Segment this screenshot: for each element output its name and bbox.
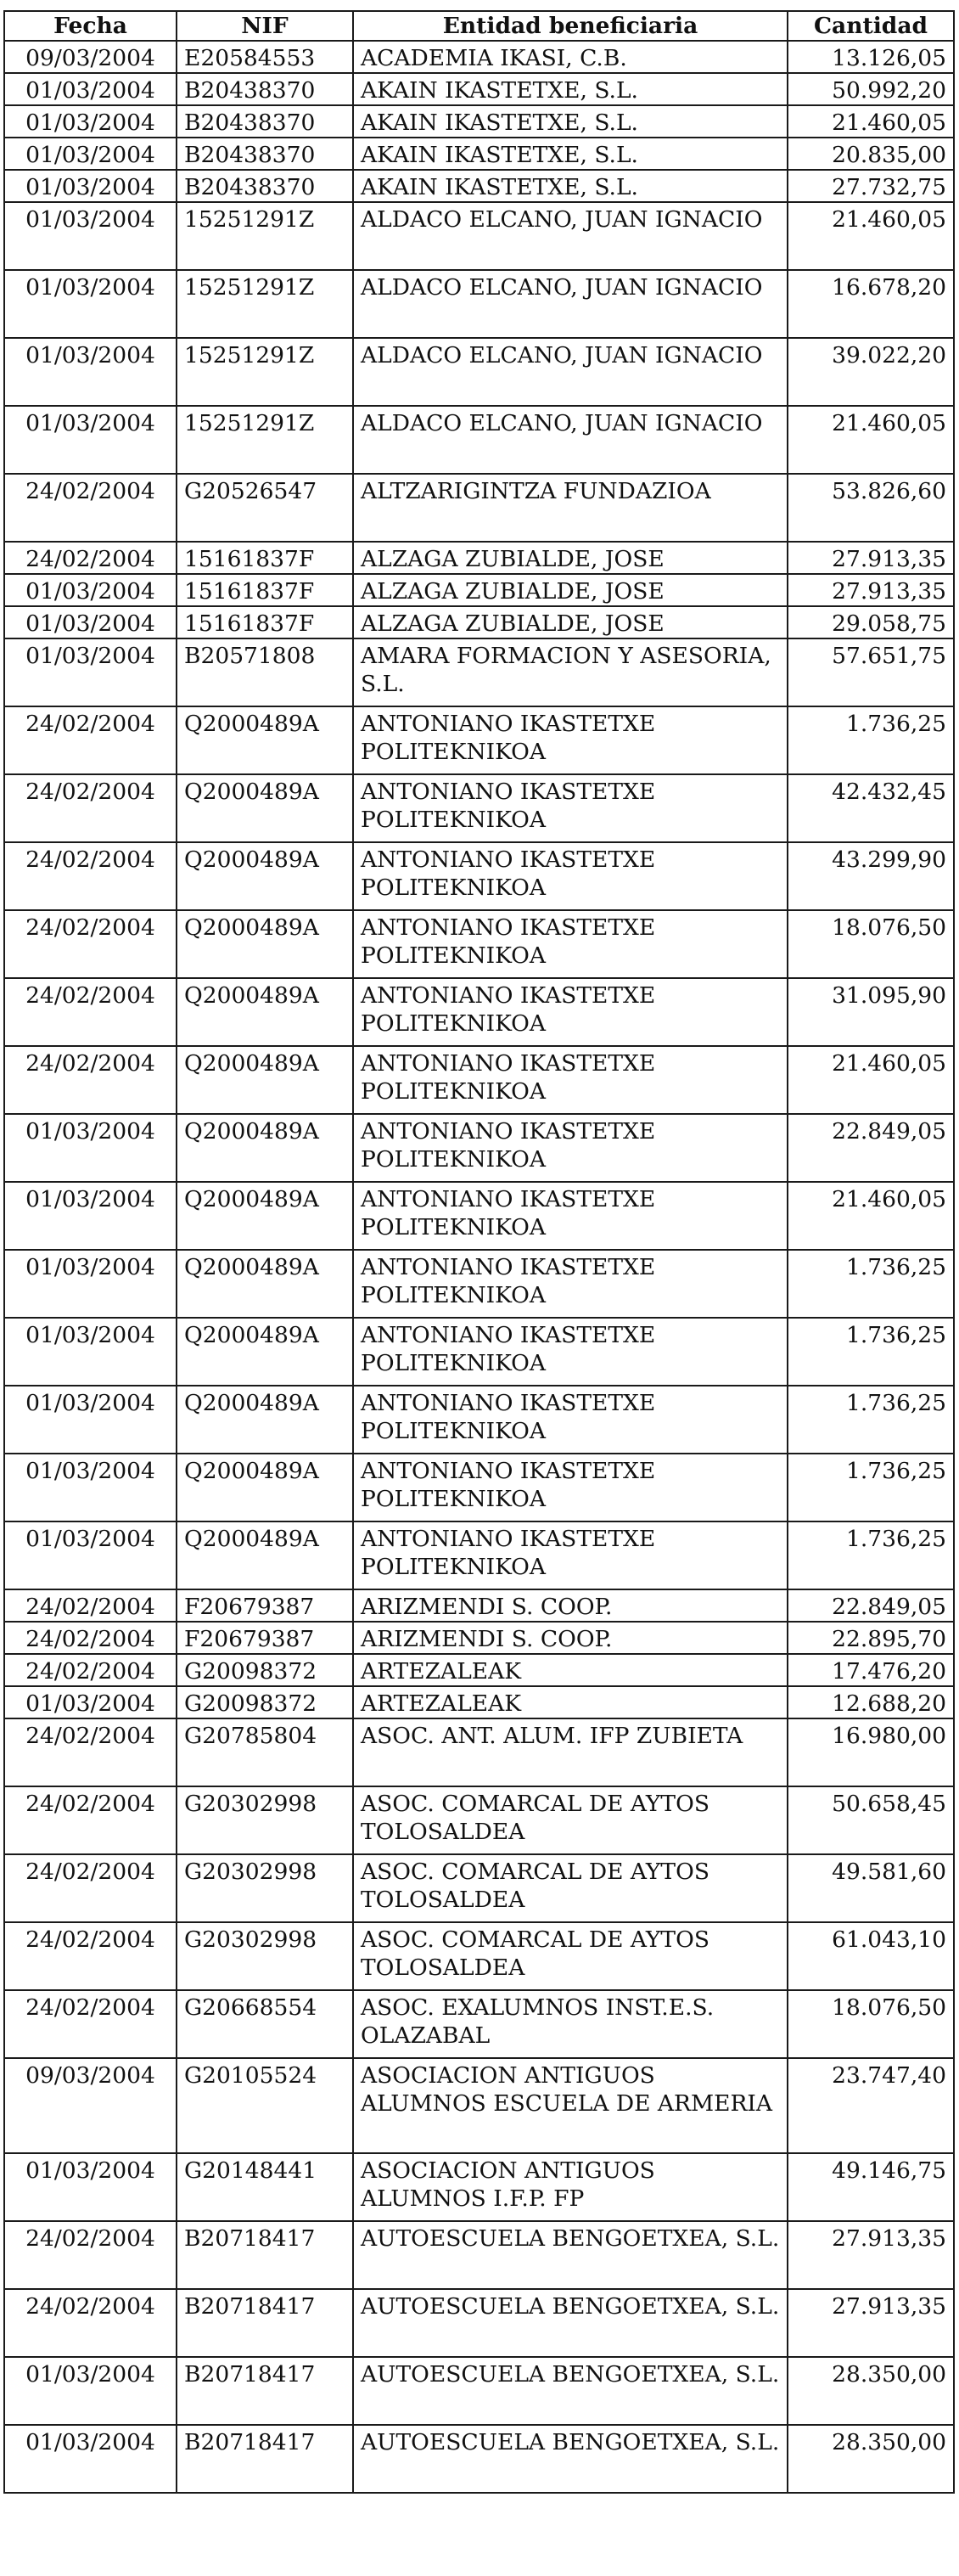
cell-nif: 15251291Z [177,270,353,338]
cell-fecha: 24/02/2004 [4,474,177,542]
cell-nif: G20302998 [177,1786,353,1854]
cell-fecha: 24/02/2004 [4,2221,177,2289]
table-row [4,2153,954,2221]
cell-fecha: 24/02/2004 [4,978,177,1046]
cell-cantidad: 21.460,05 [788,105,954,138]
cell-entidad: ALDACO ELCANO, JUAN IGNACIO [353,338,788,406]
cell-nif: Q2000489A [177,842,353,910]
cell-cantidad: 31.095,90 [788,978,954,1046]
cell-entidad: ALTZARIGINTZA FUNDAZIOA [353,474,788,542]
cell-nif: G20302998 [177,1922,353,1990]
table-row [4,1454,954,1521]
cell-cantidad: 29.058,75 [788,606,954,638]
table-row [4,2058,954,2153]
cell-entidad: ASOC. COMARCAL DE AYTOS TOLOSALDEA [353,1854,788,1922]
cell-cantidad: 50.992,20 [788,73,954,105]
cell-fecha: 24/02/2004 [4,1622,177,1654]
cell-entidad: ARIZMENDI S. COOP. [353,1589,788,1622]
cell-nif: Q2000489A [177,1386,353,1454]
cell-cantidad: 16.678,20 [788,270,954,338]
cell-nif: B20438370 [177,138,353,170]
document-page [3,10,953,2494]
cell-entidad: ALZAGA ZUBIALDE, JOSE [353,542,788,574]
cell-entidad: ARIZMENDI S. COOP. [353,1622,788,1654]
cell-entidad: ALDACO ELCANO, JUAN IGNACIO [353,270,788,338]
cell-nif: Q2000489A [177,1114,353,1182]
table-row [4,474,954,542]
cell-cantidad: 53.826,60 [788,474,954,542]
cell-nif: Q2000489A [177,1454,353,1521]
cell-fecha: 24/02/2004 [4,842,177,910]
cell-nif: 15251291Z [177,338,353,406]
cell-fecha: 01/03/2004 [4,2357,177,2425]
cell-fecha: 24/02/2004 [4,774,177,842]
cell-entidad: ANTONIANO IKASTETXE POLITEKNIKOA [353,774,788,842]
table-row [4,1250,954,1318]
cell-nif: G20148441 [177,2153,353,2221]
table-row [4,270,954,338]
cell-cantidad: 28.350,00 [788,2425,954,2493]
cell-fecha: 24/02/2004 [4,706,177,774]
cell-fecha: 01/03/2004 [4,1250,177,1318]
cell-entidad: AKAIN IKASTETXE, S.L. [353,73,788,105]
table-row [4,1922,954,1990]
table-row [4,542,954,574]
table-row [4,606,954,638]
header-nif: NIF [177,11,353,41]
cell-cantidad: 27.913,35 [788,2289,954,2357]
cell-nif: Q2000489A [177,910,353,978]
cell-fecha: 24/02/2004 [4,910,177,978]
table-row [4,2425,954,2493]
table-row [4,1046,954,1114]
cell-entidad: AUTOESCUELA BENGOETXEA, S.L. [353,2425,788,2493]
cell-fecha: 01/03/2004 [4,338,177,406]
cell-nif: G20105524 [177,2058,353,2153]
cell-entidad: ASOC. ANT. ALUM. IFP ZUBIETA [353,1718,788,1786]
cell-nif: 15251291Z [177,406,353,474]
cell-nif: F20679387 [177,1589,353,1622]
cell-fecha: 01/03/2004 [4,606,177,638]
cell-entidad: ANTONIANO IKASTETXE POLITEKNIKOA [353,1250,788,1318]
cell-fecha: 24/02/2004 [4,1654,177,1686]
table-header-row [4,11,954,41]
cell-nif: G20098372 [177,1654,353,1686]
cell-entidad: ACADEMIA IKASI, C.B. [353,41,788,73]
table-row [4,1622,954,1654]
table-row [4,574,954,606]
beneficiaries-table [3,10,955,2494]
cell-nif: G20785804 [177,1718,353,1786]
cell-fecha: 24/02/2004 [4,1718,177,1786]
cell-entidad: ASOC. COMARCAL DE AYTOS TOLOSALDEA [353,1786,788,1854]
cell-cantidad: 12.688,20 [788,1686,954,1718]
cell-nif: Q2000489A [177,1182,353,1250]
table-row [4,910,954,978]
cell-cantidad: 1.736,25 [788,1318,954,1386]
table-row [4,1786,954,1854]
cell-entidad: ANTONIANO IKASTETXE POLITEKNIKOA [353,910,788,978]
table-row [4,2289,954,2357]
cell-nif: B20438370 [177,73,353,105]
cell-entidad: AUTOESCUELA BENGOETXEA, S.L. [353,2221,788,2289]
header-cantidad: Cantidad [788,11,954,41]
cell-nif: Q2000489A [177,774,353,842]
cell-fecha: 24/02/2004 [4,1854,177,1922]
cell-cantidad: 21.460,05 [788,1182,954,1250]
cell-nif: G20302998 [177,1854,353,1922]
cell-cantidad: 22.895,70 [788,1622,954,1654]
table-row [4,1990,954,2058]
header-entidad: Entidad beneficiaria [353,11,788,41]
cell-entidad: ANTONIANO IKASTETXE POLITEKNIKOA [353,1046,788,1114]
cell-nif: Q2000489A [177,1250,353,1318]
cell-cantidad: 22.849,05 [788,1114,954,1182]
cell-fecha: 24/02/2004 [4,1786,177,1854]
table-row [4,1686,954,1718]
cell-cantidad: 18.076,50 [788,1990,954,2058]
cell-fecha: 01/03/2004 [4,1686,177,1718]
cell-nif: 15161837F [177,606,353,638]
cell-fecha: 01/03/2004 [4,2425,177,2493]
cell-fecha: 24/02/2004 [4,2289,177,2357]
cell-entidad: ASOCIACION ANTIGUOS ALUMNOS I.F.P. FP [353,2153,788,2221]
cell-nif: B20718417 [177,2425,353,2493]
cell-fecha: 24/02/2004 [4,1046,177,1114]
table-row [4,1521,954,1589]
cell-cantidad: 49.146,75 [788,2153,954,2221]
table-row [4,1114,954,1182]
cell-cantidad: 17.476,20 [788,1654,954,1686]
cell-entidad: ANTONIANO IKASTETXE POLITEKNIKOA [353,842,788,910]
cell-cantidad: 49.581,60 [788,1854,954,1922]
cell-fecha: 01/03/2004 [4,2153,177,2221]
cell-entidad: ALDACO ELCANO, JUAN IGNACIO [353,406,788,474]
cell-entidad: ASOC. COMARCAL DE AYTOS TOLOSALDEA [353,1922,788,1990]
cell-cantidad: 28.350,00 [788,2357,954,2425]
cell-fecha: 01/03/2004 [4,73,177,105]
cell-fecha: 01/03/2004 [4,1521,177,1589]
cell-entidad: ANTONIANO IKASTETXE POLITEKNIKOA [353,1386,788,1454]
cell-entidad: AUTOESCUELA BENGOETXEA, S.L. [353,2289,788,2357]
cell-cantidad: 27.913,35 [788,2221,954,2289]
cell-entidad: AKAIN IKASTETXE, S.L. [353,170,788,202]
cell-nif: G20098372 [177,1686,353,1718]
table-row [4,1589,954,1622]
cell-cantidad: 50.658,45 [788,1786,954,1854]
cell-cantidad: 1.736,25 [788,1386,954,1454]
table-row [4,202,954,270]
cell-nif: Q2000489A [177,706,353,774]
cell-nif: Q2000489A [177,978,353,1046]
cell-fecha: 24/02/2004 [4,1589,177,1622]
table-row [4,978,954,1046]
table-row [4,1386,954,1454]
table-row [4,1182,954,1250]
cell-entidad: ALZAGA ZUBIALDE, JOSE [353,606,788,638]
cell-nif: Q2000489A [177,1521,353,1589]
header-fecha: Fecha [4,11,177,41]
cell-nif: Q2000489A [177,1046,353,1114]
cell-entidad: ARTEZALEAK [353,1654,788,1686]
table-row [4,2221,954,2289]
cell-entidad: ALDACO ELCANO, JUAN IGNACIO [353,202,788,270]
cell-cantidad: 42.432,45 [788,774,954,842]
cell-fecha: 01/03/2004 [4,170,177,202]
cell-fecha: 01/03/2004 [4,638,177,706]
cell-nif: B20718417 [177,2357,353,2425]
cell-cantidad: 21.460,05 [788,406,954,474]
cell-fecha: 01/03/2004 [4,270,177,338]
cell-fecha: 01/03/2004 [4,202,177,270]
cell-cantidad: 27.732,75 [788,170,954,202]
table-row [4,338,954,406]
cell-cantidad: 13.126,05 [788,41,954,73]
table-row [4,170,954,202]
cell-cantidad: 20.835,00 [788,138,954,170]
cell-nif: Q2000489A [177,1318,353,1386]
cell-nif: F20679387 [177,1622,353,1654]
cell-fecha: 01/03/2004 [4,1182,177,1250]
cell-fecha: 01/03/2004 [4,1318,177,1386]
table-row [4,774,954,842]
cell-nif: B20718417 [177,2221,353,2289]
table-row [4,73,954,105]
cell-nif: B20438370 [177,170,353,202]
table-row [4,706,954,774]
table-row [4,138,954,170]
table-row [4,1654,954,1686]
cell-fecha: 01/03/2004 [4,406,177,474]
table-row [4,105,954,138]
table-row [4,1318,954,1386]
cell-entidad: ANTONIANO IKASTETXE POLITEKNIKOA [353,706,788,774]
cell-fecha: 01/03/2004 [4,1114,177,1182]
cell-entidad: AMARA FORMACION Y ASESORIA, S.L. [353,638,788,706]
cell-cantidad: 61.043,10 [788,1922,954,1990]
cell-nif: E20584553 [177,41,353,73]
cell-nif: 15161837F [177,574,353,606]
cell-entidad: ARTEZALEAK [353,1686,788,1718]
cell-entidad: ANTONIANO IKASTETXE POLITEKNIKOA [353,1521,788,1589]
cell-cantidad: 21.460,05 [788,202,954,270]
cell-cantidad: 22.849,05 [788,1589,954,1622]
cell-cantidad: 1.736,25 [788,1454,954,1521]
cell-fecha: 09/03/2004 [4,2058,177,2153]
cell-entidad: ANTONIANO IKASTETXE POLITEKNIKOA [353,1114,788,1182]
cell-entidad: AKAIN IKASTETXE, S.L. [353,138,788,170]
cell-fecha: 24/02/2004 [4,542,177,574]
table-row [4,406,954,474]
cell-nif: B20718417 [177,2289,353,2357]
cell-cantidad: 21.460,05 [788,1046,954,1114]
table-row [4,1854,954,1922]
cell-entidad: AUTOESCUELA BENGOETXEA, S.L. [353,2357,788,2425]
cell-cantidad: 57.651,75 [788,638,954,706]
cell-cantidad: 39.022,20 [788,338,954,406]
cell-entidad: ANTONIANO IKASTETXE POLITEKNIKOA [353,1454,788,1521]
cell-nif: B20438370 [177,105,353,138]
cell-cantidad: 1.736,25 [788,1521,954,1589]
cell-entidad: ASOCIACION ANTIGUOS ALUMNOS ESCUELA DE ARMERIA [353,2058,788,2153]
cell-fecha: 01/03/2004 [4,574,177,606]
table-row [4,638,954,706]
cell-nif: G20668554 [177,1990,353,2058]
cell-cantidad: 18.076,50 [788,910,954,978]
cell-entidad: AKAIN IKASTETXE, S.L. [353,105,788,138]
cell-cantidad: 1.736,25 [788,1250,954,1318]
cell-nif: B20571808 [177,638,353,706]
cell-cantidad: 27.913,35 [788,542,954,574]
cell-cantidad: 43.299,90 [788,842,954,910]
cell-cantidad: 1.736,25 [788,706,954,774]
cell-entidad: ANTONIANO IKASTETXE POLITEKNIKOA [353,1182,788,1250]
table-row [4,1718,954,1786]
cell-cantidad: 27.913,35 [788,574,954,606]
cell-entidad: ANTONIANO IKASTETXE POLITEKNIKOA [353,1318,788,1386]
table-row [4,2357,954,2425]
cell-fecha: 01/03/2004 [4,1454,177,1521]
cell-fecha: 09/03/2004 [4,41,177,73]
cell-fecha: 24/02/2004 [4,1990,177,2058]
cell-fecha: 01/03/2004 [4,1386,177,1454]
table-body [4,41,954,2493]
cell-nif: G20526547 [177,474,353,542]
cell-entidad: ANTONIANO IKASTETXE POLITEKNIKOA [353,978,788,1046]
cell-cantidad: 23.747,40 [788,2058,954,2153]
cell-entidad: ALZAGA ZUBIALDE, JOSE [353,574,788,606]
table-row [4,41,954,73]
table-row [4,842,954,910]
cell-fecha: 01/03/2004 [4,138,177,170]
cell-fecha: 01/03/2004 [4,105,177,138]
cell-entidad: ASOC. EXALUMNOS INST.E.S. OLAZABAL [353,1990,788,2058]
cell-nif: 15251291Z [177,202,353,270]
cell-cantidad: 16.980,00 [788,1718,954,1786]
cell-fecha: 24/02/2004 [4,1922,177,1990]
cell-nif: 15161837F [177,542,353,574]
